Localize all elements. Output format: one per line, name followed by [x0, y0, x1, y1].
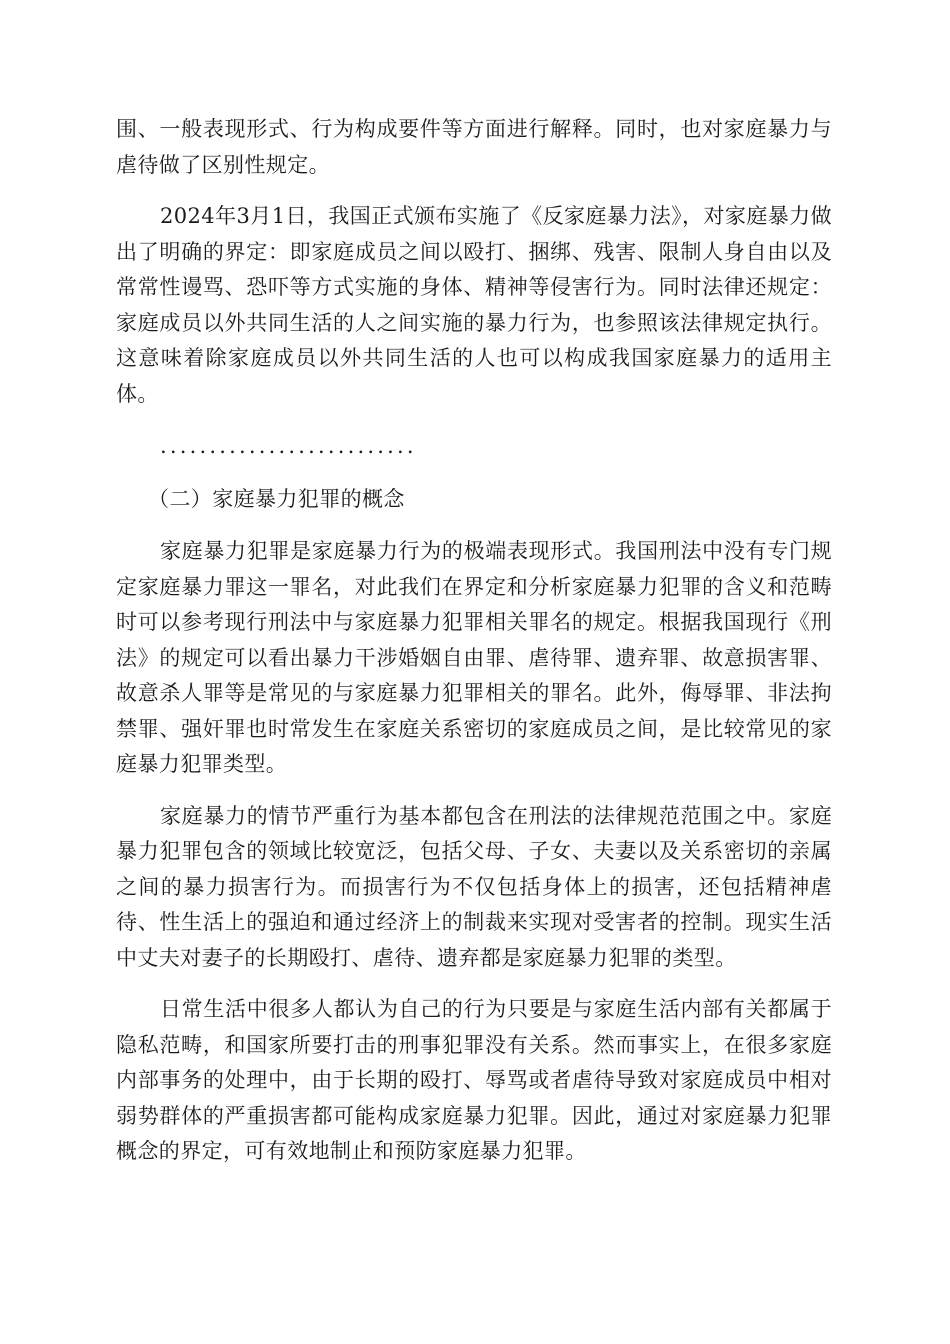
paragraph-continuation: 围、一般表现形式、行为构成要件等方面进行解释。同时，也对家庭暴力与虐待做了区别性规定。	[116, 117, 832, 177]
omission-dots: ..........................	[160, 434, 417, 458]
paragraph-privacy-misconception: 日常生活中很多人都认为自己的行为只要是与家庭生活内部有关都属于隐私范畴，和国家所要打击的刑事犯罪没有关系。然而事实上，在很多家庭内部事务的处理中，由于长期的殴打、辱骂或者虐待导致对家庭成员中相对弱势群体的严重损害都可能构成家庭暴力犯罪。因此，通过对家庭暴力犯罪概念的界定，可有效地制止和预防家庭暴力犯罪。	[116, 997, 832, 1163]
section-heading: （二）家庭暴力犯罪的概念	[148, 486, 405, 511]
paragraph-crime-scope: 家庭暴力的情节严重行为基本都包含在刑法的法律规范范围之中。家庭暴力犯罪包含的领域比较宽泛，包括父母、子女、夫妻以及关系密切的亲属之间的暴力损害行为。而损害行为不仅包括身体上的损害，还包括精神虐待、性生活上的强迫和通过经济上的制裁来实现对受害者的控制。现实生活中丈夫对妻子的长期殴打、虐待、遗弃都是家庭暴力犯罪的类型。	[116, 803, 832, 970]
paragraph-crime-concept: 家庭暴力犯罪是家庭暴力行为的极端表现形式。我国刑法中没有专门规定家庭暴力罪这一罪名，对此我们在界定和分析家庭暴力犯罪的含义和范畴时可以参考现行刑法中与家庭暴力犯罪相关罪名的规定。根据我国现行《刑法》的规定可以看出暴力干涉婚姻自由罪、虐待罪、遗弃罪、故意损害罪、故意杀人罪等是常见的与家庭暴力犯罪相关的罪名。此外，侮辱罪、非法拘禁罪、强奸罪也时常发生在家庭关系密切的家庭成员之间，是比较常见的家庭暴力犯罪类型。	[116, 539, 832, 776]
document-body	[116, 112, 832, 1170]
paragraph-anti-domestic-violence-law: 2024年3月1日，我国正式颁布实施了《反家庭暴力法》，对家庭暴力做出了明确的界定：即家庭成员之间以殴打、捆绑、残害、限制人身自由以及常常性谩骂、恐吓等方式实施的身体、精神等侵害行为。同时法律还规定：家庭成员以外共同生活的人之间实施的暴力行为，也参照该法律规定执行。这意味着除家庭成员以外共同生活的人也可以构成我国家庭暴力的适用主体。	[116, 204, 832, 406]
